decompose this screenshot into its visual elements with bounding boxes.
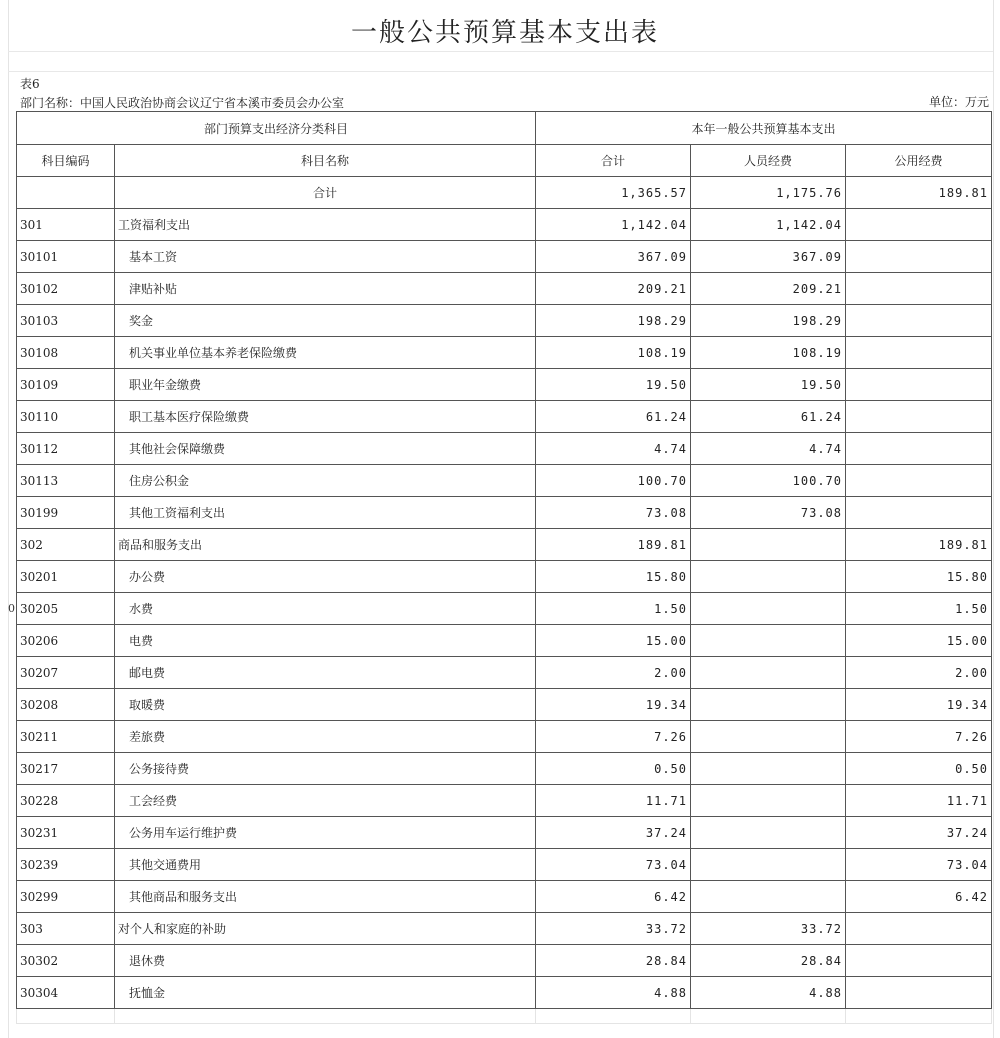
sheet-gridline-right (993, 0, 994, 1038)
row-personnel: 100.70 (691, 465, 846, 497)
row-public: 189.81 (846, 529, 992, 561)
table-row (17, 945, 992, 977)
table-row (17, 529, 992, 561)
row-total: 108.19 (536, 337, 691, 369)
row-code: 30102 (17, 273, 115, 305)
row-total: 37.24 (536, 817, 691, 849)
total-label: 合计 (115, 177, 536, 209)
table-row (17, 625, 992, 657)
table-row (17, 433, 992, 465)
row-name: 其他交通费用 (115, 849, 536, 881)
table-row (17, 369, 992, 401)
row-public: 15.00 (846, 625, 992, 657)
total-public: 189.81 (846, 177, 992, 209)
row-personnel: 73.08 (691, 497, 846, 529)
row-public (846, 497, 992, 529)
row-code: 30108 (17, 337, 115, 369)
row-total: 189.81 (536, 529, 691, 561)
row-personnel: 4.88 (691, 977, 846, 1009)
row-personnel: 367.09 (691, 241, 846, 273)
row-total: 15.00 (536, 625, 691, 657)
table-row (17, 753, 992, 785)
table-row (17, 497, 992, 529)
row-total: 4.88 (536, 977, 691, 1009)
row-code: 30112 (17, 433, 115, 465)
row-name: 其他商品和服务支出 (115, 881, 536, 913)
row-total: 19.50 (536, 369, 691, 401)
table-number: 表6 (20, 77, 40, 91)
row-code: 30206 (17, 625, 115, 657)
row-total: 367.09 (536, 241, 691, 273)
table-row (17, 913, 992, 945)
header-total: 合计 (536, 145, 691, 177)
blank-cell (691, 1009, 846, 1024)
blank-cell (17, 1009, 115, 1024)
row-name: 抚恤金 (115, 977, 536, 1009)
row-personnel: 198.29 (691, 305, 846, 337)
row-name: 住房公积金 (115, 465, 536, 497)
table-row (17, 337, 992, 369)
table-row (17, 561, 992, 593)
row-public (846, 305, 992, 337)
row-name: 职业年金缴费 (115, 369, 536, 401)
blank-cell (846, 1009, 992, 1024)
row-total: 73.04 (536, 849, 691, 881)
row-personnel: 1,142.04 (691, 209, 846, 241)
table-row (17, 689, 992, 721)
table-row (17, 849, 992, 881)
row-personnel (691, 753, 846, 785)
row-public (846, 337, 992, 369)
header-personnel: 人员经费 (691, 145, 846, 177)
total-code (17, 177, 115, 209)
table-row (17, 465, 992, 497)
row-code: 303 (17, 913, 115, 945)
row-public (846, 369, 992, 401)
row-name: 工会经费 (115, 785, 536, 817)
row-personnel: 209.21 (691, 273, 846, 305)
row-code: 30109 (17, 369, 115, 401)
table-row (17, 817, 992, 849)
table-row (17, 401, 992, 433)
total-row (17, 177, 992, 209)
blank-cell (115, 1009, 536, 1024)
row-total: 28.84 (536, 945, 691, 977)
row-code: 301 (17, 209, 115, 241)
row-name: 工资福利支出 (115, 209, 536, 241)
row-name: 商品和服务支出 (115, 529, 536, 561)
table-row (17, 305, 992, 337)
row-public: 1.50 (846, 593, 992, 625)
row-code: 30110 (17, 401, 115, 433)
row-personnel: 108.19 (691, 337, 846, 369)
row-public (846, 465, 992, 497)
row-personnel (691, 689, 846, 721)
row-public (846, 433, 992, 465)
row-code: 30231 (17, 817, 115, 849)
row-personnel (691, 657, 846, 689)
row-code: 30208 (17, 689, 115, 721)
row-name: 办公费 (115, 561, 536, 593)
row-total: 2.00 (536, 657, 691, 689)
row-code: 30239 (17, 849, 115, 881)
blank-cell (536, 1009, 691, 1024)
row-public: 6.42 (846, 881, 992, 913)
row-total: 1,142.04 (536, 209, 691, 241)
sheet-gridline-left (8, 0, 9, 1038)
row-personnel (691, 529, 846, 561)
row-total: 33.72 (536, 913, 691, 945)
row-public: 19.34 (846, 689, 992, 721)
row-name: 水费 (115, 593, 536, 625)
row-public: 15.80 (846, 561, 992, 593)
row-public: 11.71 (846, 785, 992, 817)
row-code: 30211 (17, 721, 115, 753)
row-public (846, 977, 992, 1009)
row-code: 30113 (17, 465, 115, 497)
row-code: 30302 (17, 945, 115, 977)
table-row (17, 721, 992, 753)
row-public: 0.50 (846, 753, 992, 785)
row-name: 其他工资福利支出 (115, 497, 536, 529)
table-row (17, 881, 992, 913)
row-name: 退休费 (115, 945, 536, 977)
header-public: 公用经费 (846, 145, 992, 177)
row-personnel (691, 849, 846, 881)
row-total: 6.42 (536, 881, 691, 913)
row-personnel (691, 625, 846, 657)
row-total: 73.08 (536, 497, 691, 529)
table-row (17, 273, 992, 305)
row-public: 7.26 (846, 721, 992, 753)
row-name: 取暖费 (115, 689, 536, 721)
row-code: 30201 (17, 561, 115, 593)
table-row (17, 241, 992, 273)
page-title: 一般公共预算基本支出表 (350, 18, 659, 48)
header-classification: 部门预算支出经济分类科目 (17, 112, 536, 145)
row-code: 30228 (17, 785, 115, 817)
table-row (17, 977, 992, 1009)
row-name: 对个人和家庭的补助 (115, 913, 536, 945)
row-personnel: 4.74 (691, 433, 846, 465)
margin-mark: 0 (8, 602, 15, 615)
row-total: 11.71 (536, 785, 691, 817)
row-name: 奖金 (115, 305, 536, 337)
row-code: 30103 (17, 305, 115, 337)
header-current-year: 本年一般公共预算基本支出 (536, 112, 992, 145)
row-public: 37.24 (846, 817, 992, 849)
table-row (17, 593, 992, 625)
row-personnel (691, 785, 846, 817)
row-code: 30304 (17, 977, 115, 1009)
row-public (846, 945, 992, 977)
row-code: 30199 (17, 497, 115, 529)
row-total: 4.74 (536, 433, 691, 465)
row-public (846, 241, 992, 273)
row-public (846, 401, 992, 433)
row-public (846, 209, 992, 241)
row-name: 职工基本医疗保险缴费 (115, 401, 536, 433)
row-personnel (691, 721, 846, 753)
row-personnel: 28.84 (691, 945, 846, 977)
row-total: 15.80 (536, 561, 691, 593)
row-code: 302 (17, 529, 115, 561)
row-personnel (691, 817, 846, 849)
row-total: 100.70 (536, 465, 691, 497)
row-total: 61.24 (536, 401, 691, 433)
table-row (17, 657, 992, 689)
row-name: 差旅费 (115, 721, 536, 753)
header-name: 科目名称 (115, 145, 536, 177)
sheet-gridline (8, 71, 993, 72)
row-code: 30299 (17, 881, 115, 913)
header-code: 科目编码 (17, 145, 115, 177)
row-name: 基本工资 (115, 241, 536, 273)
row-code: 30101 (17, 241, 115, 273)
row-total: 19.34 (536, 689, 691, 721)
blank-row (17, 1009, 992, 1024)
row-personnel: 19.50 (691, 369, 846, 401)
row-public (846, 913, 992, 945)
row-code: 30217 (17, 753, 115, 785)
row-personnel (691, 561, 846, 593)
table-row (17, 209, 992, 241)
row-public (846, 273, 992, 305)
row-name: 邮电费 (115, 657, 536, 689)
row-total: 0.50 (536, 753, 691, 785)
unit-label: 单位：万元 (929, 95, 990, 109)
row-total: 198.29 (536, 305, 691, 337)
total-personnel: 1,175.76 (691, 177, 846, 209)
department-name: 部门名称：中国人民政治协商会议辽宁省本溪市委员会办公室 (20, 96, 345, 110)
row-total: 209.21 (536, 273, 691, 305)
header-row-group (17, 112, 992, 145)
row-name: 其他社会保障缴费 (115, 433, 536, 465)
sheet-gridline (8, 51, 993, 52)
row-total: 1.50 (536, 593, 691, 625)
budget-table (16, 111, 992, 1024)
row-name: 津贴补贴 (115, 273, 536, 305)
row-personnel: 33.72 (691, 913, 846, 945)
row-name: 电费 (115, 625, 536, 657)
row-public: 73.04 (846, 849, 992, 881)
row-name: 公务接待费 (115, 753, 536, 785)
row-public: 2.00 (846, 657, 992, 689)
table-row (17, 785, 992, 817)
total-amount: 1,365.57 (536, 177, 691, 209)
row-personnel (691, 593, 846, 625)
row-name: 机关事业单位基本养老保险缴费 (115, 337, 536, 369)
row-name: 公务用车运行维护费 (115, 817, 536, 849)
header-row-columns (17, 145, 992, 177)
row-total: 7.26 (536, 721, 691, 753)
row-personnel (691, 881, 846, 913)
row-personnel: 61.24 (691, 401, 846, 433)
row-code: 30207 (17, 657, 115, 689)
row-code: 30205 (17, 593, 115, 625)
